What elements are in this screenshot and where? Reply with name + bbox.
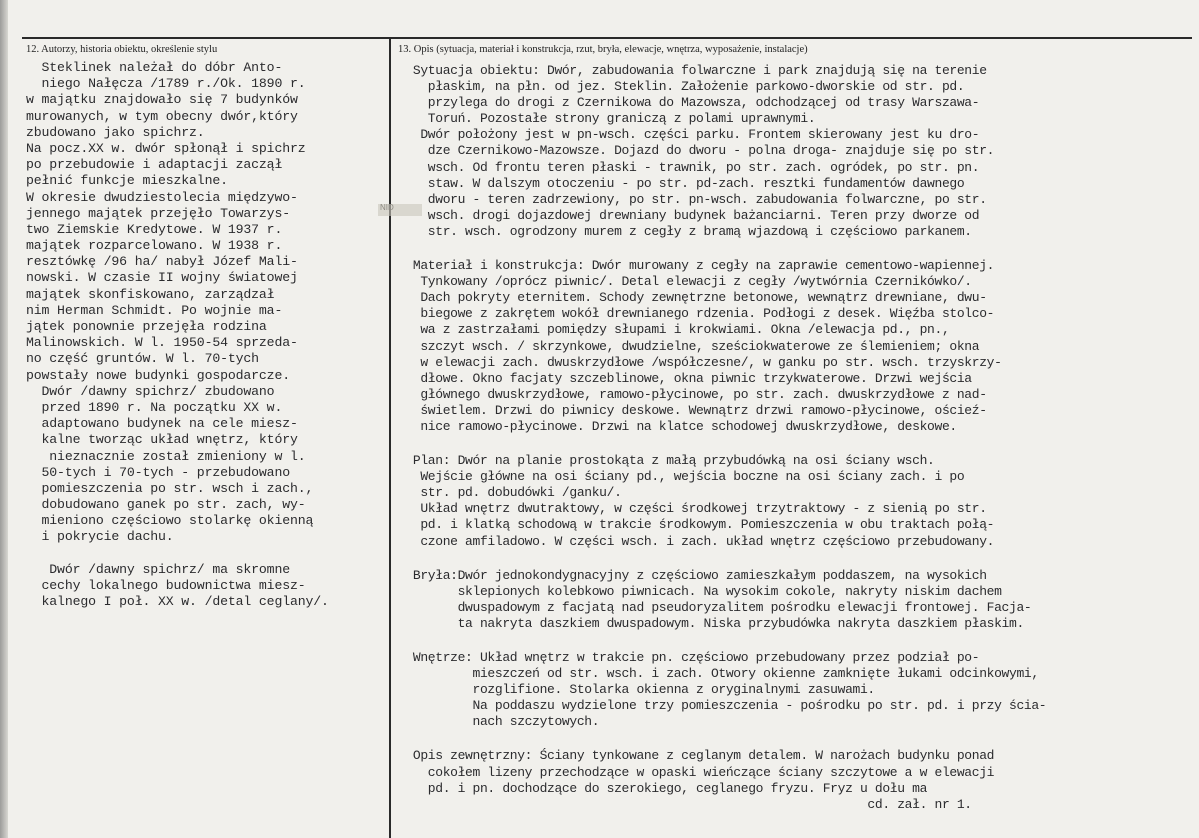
- history-line: Steklinek należał do dóbr Anto-: [26, 60, 283, 75]
- history-line: murowanych, w tym obecny dwór,który: [26, 108, 298, 124]
- description-line: rozglifione. Stolarka okienna z oryginalnymi zasuwami.: [398, 682, 875, 698]
- history-line: nowski. W czasie II wojny światowej: [26, 270, 298, 286]
- history-line: Dwór /dawny spichrz/ zbudowano: [26, 383, 275, 399]
- paragraph-gap: [398, 240, 1188, 258]
- history-line: pomieszczenia po str. wsch i zach.,: [26, 480, 314, 496]
- history-line: po przebudowie i adaptacji zaczął: [26, 157, 283, 173]
- history-line: jątek ponownie przejęła rodzina: [26, 319, 267, 334]
- description-line: wsch. Od frontu teren płaski - trawnik, po str. zach. ogródek, po str. pn.: [398, 159, 980, 175]
- history-line: W okresie dwudziestolecia międzywo-: [26, 189, 298, 205]
- history-line: pełnić funkcje mieszkalne.: [26, 173, 228, 189]
- description-line: przylega do drogi z Czernikowa do Mazowsza, odchodzącej od trasy Warszawa-: [398, 95, 980, 111]
- history-line: jennego majątek przejęło Towarzys-: [26, 205, 290, 221]
- description-line: głównego dwuskrzydłowe, ramowo-płycinowe, po str. zach. dwuskrzydłowe z nad-: [398, 386, 987, 402]
- history-column: [26, 60, 396, 610]
- history-line: majątek rozparcelowano. W 1938 r.: [26, 238, 283, 254]
- description-line: str. wsch. ogrodzony murem z cegły z bramą wjazdową i częściowo parkanem.: [398, 223, 972, 239]
- description-paragraph: [398, 453, 1188, 550]
- history-line: przed 1890 r. Na początku XX w.: [26, 399, 283, 415]
- paragraph-gap: [398, 632, 1188, 650]
- right-column-header: 13. Opis (sytuacja, materiał i konstrukcja, rzut, bryła, elewacje, wnętrza, wyposażenie, instalacje): [398, 44, 808, 55]
- description-line: Wnętrze: Układ wnętrz w trakcie pn. częściowo przebudowany przez podział po-: [398, 650, 980, 665]
- history-line: Malinowskich. W l. 1950-54 sprzeda-: [26, 335, 298, 351]
- description-paragraph: [398, 568, 1188, 632]
- description-line: cd. zał. nr 1.: [398, 796, 972, 812]
- description-line: wsch. drogi dojazdowej drewniany budynek bażanciarni. Teren przy dworze od: [398, 207, 980, 223]
- left-column-header: 12. Autorzy, historia obiektu, określenie stylu: [26, 44, 218, 55]
- description-line: staw. W dalszym otoczeniu - po str. pd-zach. resztki fundamentów dawnego: [398, 175, 965, 191]
- description-line: str. pd. dobudówki /ganku/.: [398, 485, 622, 501]
- stamp-label: NID: [380, 203, 394, 212]
- history-line: nieznacznie został zmieniony w l.: [26, 448, 306, 464]
- description-line: dworu - teren zadrzewiony, po str. pn-wsch. zabudowania folwarczne, po str.: [398, 191, 987, 207]
- paragraph-gap: [398, 730, 1188, 748]
- scan-edge: [0, 0, 8, 838]
- description-line: płaskim, na płn. od jez. Steklin. Założenie parkowo-dworskie od str. pd.: [398, 79, 965, 95]
- history-line: dobudowano ganek po str. zach, wy-: [26, 497, 306, 513]
- description-line: Wejście główne na osi ściany pd., wejścia boczne na osi ściany zach. i po: [398, 469, 965, 485]
- history-line: nim Herman Schmidt. Po wojnie ma-: [26, 302, 283, 318]
- paragraph-gap: [398, 550, 1188, 568]
- description-line: Opis zewnętrzny: Ściany tynkowane z ceglanym detalem. W narożach budynku ponad: [398, 748, 995, 764]
- history-line: kalne tworząc układ wnętrz, który: [26, 432, 298, 448]
- description-line: Materiał i konstrukcja: Dwór murowany z cegły na zaprawie cementowo-wapiennej.: [398, 258, 995, 274]
- description-column: [398, 63, 1188, 813]
- history-line: zbudowano jako spichrz.: [26, 124, 205, 140]
- description-line: Toruń. Pozostałe strony graniczą z polami uprawnymi.: [398, 111, 816, 127]
- history-line: powstały nowe budynki gospodarcze.: [26, 367, 290, 383]
- history-line: w majątku znajdowało się 7 budynków: [26, 92, 298, 108]
- description-line: dwuspadowym z facjatą nad pseudoryzalitem pośrodku elewacji frontowej. Facja-: [398, 599, 1032, 615]
- history-line: Dwór /dawny spichrz/ ma skromne: [26, 561, 290, 577]
- history-line: cechy lokalnego budownictwa miesz-: [26, 578, 306, 593]
- history-line: mieniono częściowo stolarkę okienną: [26, 513, 314, 529]
- description-line: Układ wnętrz dwutraktowy, w części środkowej trzytraktowy - z sienią po str.: [398, 501, 987, 517]
- history-line: adaptowano budynek na cele miesz-: [26, 416, 298, 432]
- description-line: cokołem lizeny przechodzące w opaski wieńczące ściany szczytowe a w elewacji: [398, 764, 995, 780]
- history-line: resztówkę /96 ha/ nabył Józef Mali-: [26, 254, 298, 270]
- top-rule: [22, 37, 1192, 39]
- history-line: niego Nałęcza /1789 r./Ok. 1890 r.: [26, 76, 306, 92]
- description-line: Sytuacja obiektu: Dwór, zabudowania folwarczne i park znajdują się na terenie: [398, 63, 987, 78]
- description-paragraph: [398, 650, 1188, 730]
- description-line: czone amfiladowo. W części wsch. i zach. układ wnętrz częściowo przebudowany.: [398, 533, 995, 549]
- description-line: świetlem. Drzwi do piwnicy deskowe. Wewnątrz drzwi ramowo-płycinowe, ościeź-: [398, 402, 987, 418]
- description-line: dłowe. Okno facjaty szczeblinowe, okna piwnic trzykwaterowe. Drzwi wejścia: [398, 370, 972, 386]
- description-line: ta nakryta daszkiem dwuspadowym. Niska przybudówka nakryta daszkiem płaskim.: [398, 615, 1024, 631]
- description-line: szczyt wsch. / skrzynkowe, dwudzielne, sześciokwaterowe ze ślemieniem; okna: [398, 338, 980, 354]
- history-line: no część gruntów. W l. 70-tych: [26, 351, 259, 367]
- description-line: Dwór położony jest w pn-wsch. części parku. Frontem skierowany jest ku dro-: [398, 127, 980, 143]
- description-paragraph: [398, 748, 1188, 812]
- description-paragraph: [398, 258, 1188, 435]
- history-line: majątek skonfiskowano, zarządzał: [26, 286, 275, 302]
- description-line: pd. i klatką schodową w trakcie środkowym. Pomieszczenia w obu traktach połą-: [398, 517, 995, 533]
- history-line: i pokrycie dachu.: [26, 529, 174, 545]
- description-line: Bryła:Dwór jednokondygnacyjny z częściowo zamieszkałym poddaszem, na wysokich: [398, 567, 987, 583]
- description-line: biegowe z zakrętem wokół drewnianego rdzenia. Podłogi z desek. Więźba stolco-: [398, 306, 995, 322]
- description-line: w elewacji zach. dwuskrzydłowe /współczesne/, w ganku po str. wsch. trzyskrzy-: [398, 354, 1002, 370]
- description-line: sklepionych kolebkowo piwnicach. Na wysokim cokole, nakryty niskim dachem: [398, 583, 1002, 599]
- description-paragraph: [398, 63, 1188, 240]
- history-line: [26, 546, 396, 562]
- description-line: mieszczeń od str. wsch. i zach. Otwory okienne zamknięte łukami odcinkowymi,: [398, 666, 1039, 682]
- description-line: Na poddaszu wydzielone trzy pomieszczenia - pośrodku po str. pd. i przy ścia-: [398, 698, 1047, 714]
- description-line: nach szczytowych.: [398, 714, 600, 730]
- history-line: Na pocz.XX w. dwór spłonął i spichrz: [26, 140, 306, 156]
- description-line: dze Czernikowo-Mazowsze. Dojazd do dworu - polna droga- znajduje się po str.: [398, 143, 995, 159]
- description-line: Dach pokryty eternitem. Schody zewnętrzne betonowe, wewnątrz drewniane, dwu-: [398, 290, 987, 306]
- history-line: kalnego I poł. XX w. /detal ceglany/.: [26, 594, 329, 610]
- description-line: Plan: Dwór na planie prostokąta z małą przybudówką na osi ściany wsch.: [398, 453, 935, 469]
- description-line: nice ramowo-płycinowe. Drzwi na klatce schodowej dwuskrzydłowe, deskowe.: [398, 418, 957, 434]
- description-line: pd. i pn. dochodzące do szerokiego, ceglanego fryzu. Fryz u dołu ma: [398, 780, 928, 796]
- history-line: 50-tych i 70-tych - przebudowano: [26, 464, 290, 480]
- description-line: Tynkowany /oprócz piwnic/. Detal elewacji z cegły /wytwórnia Czernikówko/.: [398, 274, 972, 290]
- description-line: wa z zastrzałami pomiędzy słupami i krokwiami. Okna /elewacja pd., pn.,: [398, 322, 950, 338]
- history-line: two Ziemskie Kredytowe. W 1937 r.: [26, 221, 283, 237]
- paragraph-gap: [398, 435, 1188, 453]
